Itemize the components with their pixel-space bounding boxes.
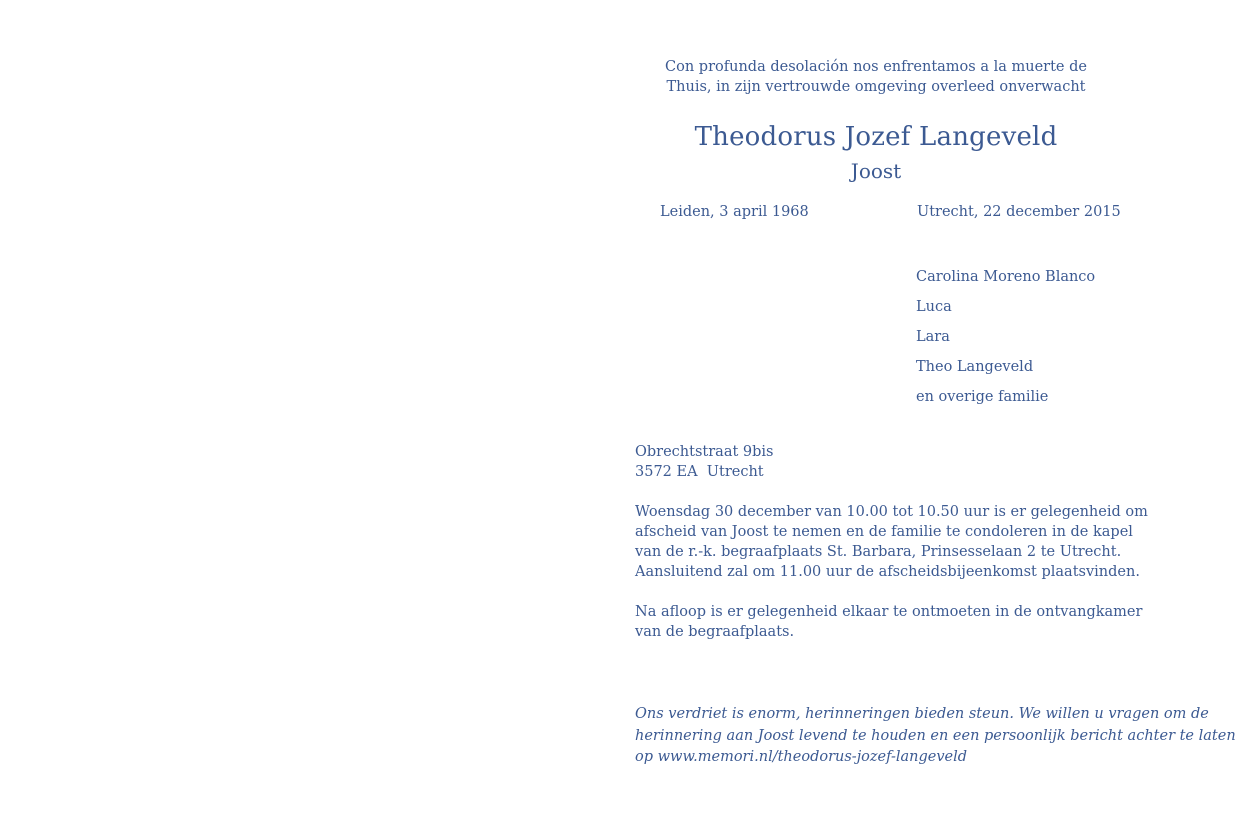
family-member: Theo Langeveld [916,359,1034,375]
closing-line: herinnering aan Joost levend te houden en een persoonlijk bericht achter te laten [635,727,1236,744]
closing-message [635,704,1236,769]
death-place-date: Utrecht, 22 december 2015 [917,204,1121,220]
intro-line: Thuis, in zijn vertrouwde omgeving overleed onverwacht [666,79,1086,95]
family-member: Carolina Moreno Blanco [916,269,1096,285]
birth-place-date: Leiden, 3 april 1968 [660,204,809,220]
paragraph-line: van de r.-k. begraafplaats St. Barbara, Prinsesselaan 2 te Utrecht. [635,544,1122,560]
address-city: 3572 EA Utrecht [635,464,764,480]
paragraph-line: afscheid van Joost te nemen en de familie te condoleren in de kapel [635,524,1133,540]
family-member: Luca [916,299,952,315]
family-list [916,262,1095,412]
closing-line: op www.memori.nl/theodorus-jozef-langeveld [635,749,968,765]
reception-paragraph [635,602,1155,642]
family-member: Lara [916,329,950,345]
paragraph-line: Woensdag 30 december van 10.00 tot 10.50 uur is er gelegenheid om [635,504,1148,520]
address-street: Obrechtstraat 9bis [635,444,774,460]
family-member: en overige familie [916,389,1049,405]
paragraph-line: van de begraafplaats. [635,624,795,640]
deceased-full-name: Theodorus Jozef Langeveld [694,122,1058,152]
correspondence-address [635,442,773,482]
intro-text [600,57,1152,97]
ceremony-paragraph [635,502,1155,582]
intro-line: Con profunda desolación nos enfrentamos a la muerte de [665,59,1087,75]
closing-line: Ons verdriet is enorm, herinneringen bieden steun. We willen u vragen om de [635,706,1209,722]
paragraph-line: Aansluitend zal om 11.00 uur de afscheidsbijeenkomst plaatsvinden. [635,564,1140,580]
paragraph-line: Na afloop is er gelegenheid elkaar te ontmoeten in de ontvangkamer [635,604,1143,620]
deceased-nickname: Joost [850,159,902,183]
